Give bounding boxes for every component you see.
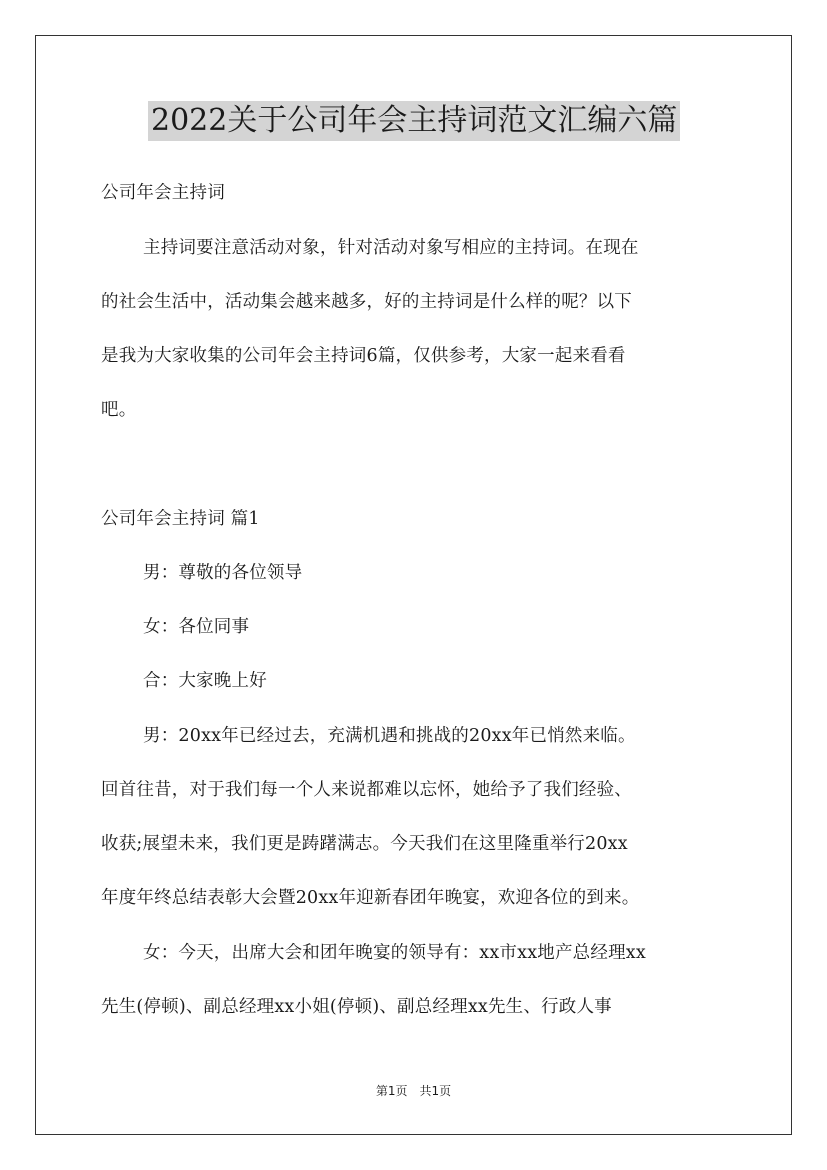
dialogue-line: 女：今天，出席大会和团年晚宴的领导有：xx市xx地产总经理xx <box>143 943 646 963</box>
dialogue-line: 男：尊敬的各位领导 <box>143 563 303 583</box>
dialogue-line: 先生(停顿)、副总经理xx小姐(停顿)、副总经理xx先生、行政人事 <box>101 997 612 1017</box>
intro-paragraph-line: 是我为大家收集的公司年会主持词6篇，仅供参考，大家一起来看看 <box>101 346 626 366</box>
dialogue-line: 回首往昔，对于我们每一个人来说都难以忘怀，她给予了我们经验、 <box>101 780 632 800</box>
document-title: 2022关于公司年会主持词范文汇编六篇 <box>148 101 680 141</box>
dialogue-line: 合：大家晚上好 <box>143 671 267 691</box>
page-number-footer: 第1页 共1页 <box>375 1084 452 1098</box>
dialogue-line: 女：各位同事 <box>143 617 250 637</box>
intro-paragraph-line: 的社会生活中，活动集会越来越多，好的主持词是什么样的呢？以下 <box>101 292 632 312</box>
dialogue-line: 收获;展望未来，我们更是踌躇满志。今天我们在这里隆重举行20xx <box>101 834 628 854</box>
dialogue-line: 男：20xx年已经过去，充满机遇和挑战的20xx年已悄然来临。 <box>143 726 636 746</box>
intro-paragraph-line: 主持词要注意活动对象，针对活动对象写相应的主持词。在现在 <box>143 238 639 258</box>
intro-heading: 公司年会主持词 <box>101 183 225 203</box>
intro-paragraph-line: 吧。 <box>101 400 137 420</box>
section-heading: 公司年会主持词 篇1 <box>101 509 260 529</box>
dialogue-line: 年度年终总结表彰大会暨20xx年迎新春团年晚宴，欢迎各位的到来。 <box>101 888 640 908</box>
